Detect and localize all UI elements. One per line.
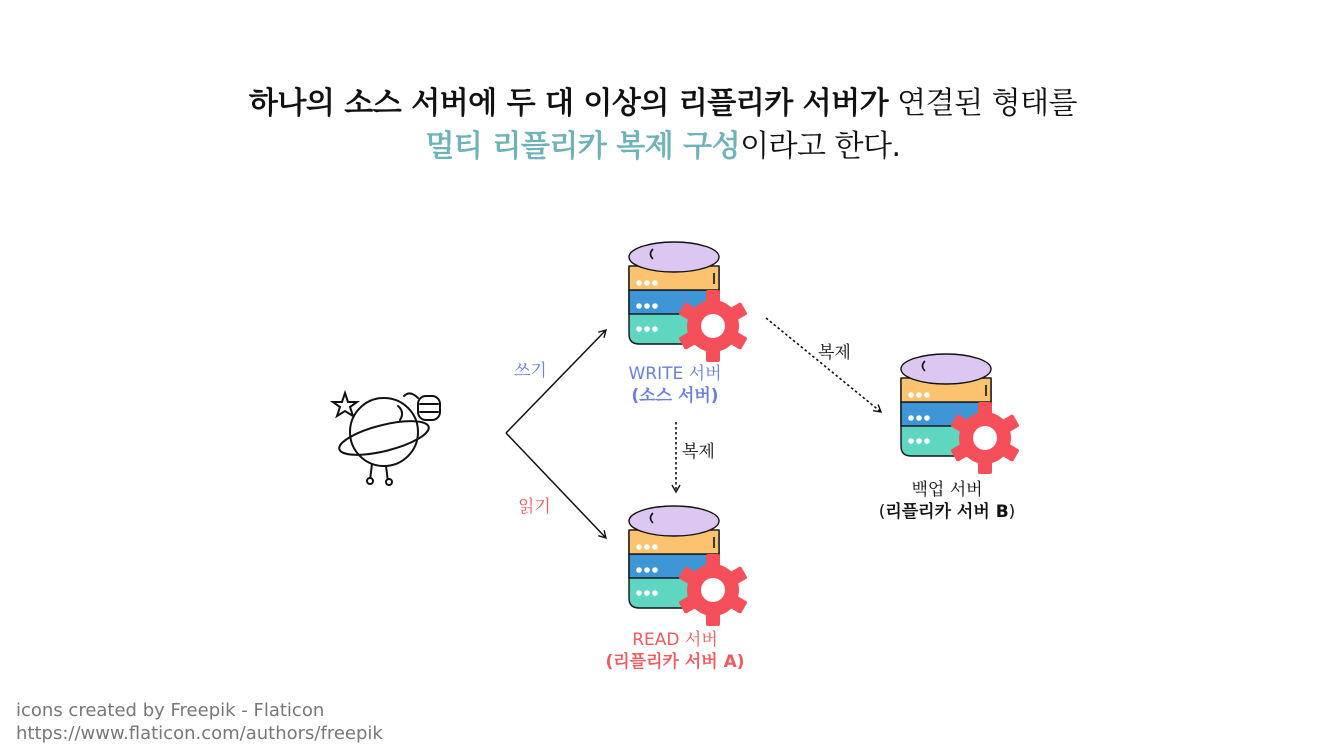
credit-line-1: icons created by Freepik - Flaticon bbox=[16, 700, 325, 721]
backup-server-role bbox=[847, 501, 1047, 523]
write-server-label bbox=[585, 363, 765, 407]
backup-role-bold: 리플리카 서버 B bbox=[885, 502, 1009, 522]
read-edge-label: 읽기 bbox=[518, 497, 551, 517]
write-server-name: WRITE 서버 bbox=[628, 364, 722, 384]
heading-line-1-normal: 연결된 형태를 bbox=[888, 86, 1078, 121]
read-server-label bbox=[575, 629, 775, 673]
write-server-role: (소스 서버) bbox=[631, 386, 719, 406]
heading-highlight: 멀티 리플리카 복제 구성 bbox=[425, 129, 741, 164]
replicate-read-edge-label: 복제 bbox=[682, 442, 715, 462]
replicate-backup-edge-label: 복제 bbox=[818, 343, 851, 363]
read-server-icon bbox=[629, 506, 748, 626]
heading-line-1-bold: 하나의 소스 서버에 두 대 이상의 리플리카 서버가 bbox=[248, 86, 889, 121]
backup-role-prefix: ( bbox=[878, 502, 886, 522]
backup-server-name: 백업 서버 bbox=[911, 480, 983, 500]
read-server-name: READ 서버 bbox=[632, 630, 718, 650]
backup-role-suffix: ) bbox=[1008, 502, 1016, 522]
read-arrow bbox=[506, 433, 606, 538]
write-edge-label: 쓰기 bbox=[514, 361, 547, 381]
backup-server-label bbox=[847, 479, 1047, 523]
backup-server-icon bbox=[901, 354, 1020, 474]
read-server-role: (리플리카 서버 A) bbox=[605, 652, 745, 672]
write-server-icon bbox=[629, 242, 748, 362]
heading-line-2-normal: 이라고 한다. bbox=[740, 129, 901, 164]
replicate-to-backup-arrow bbox=[766, 318, 881, 412]
credit-line-2: https://www.flaticon.com/authors/freepik bbox=[16, 723, 383, 744]
planet-astronaut-icon bbox=[333, 393, 440, 485]
